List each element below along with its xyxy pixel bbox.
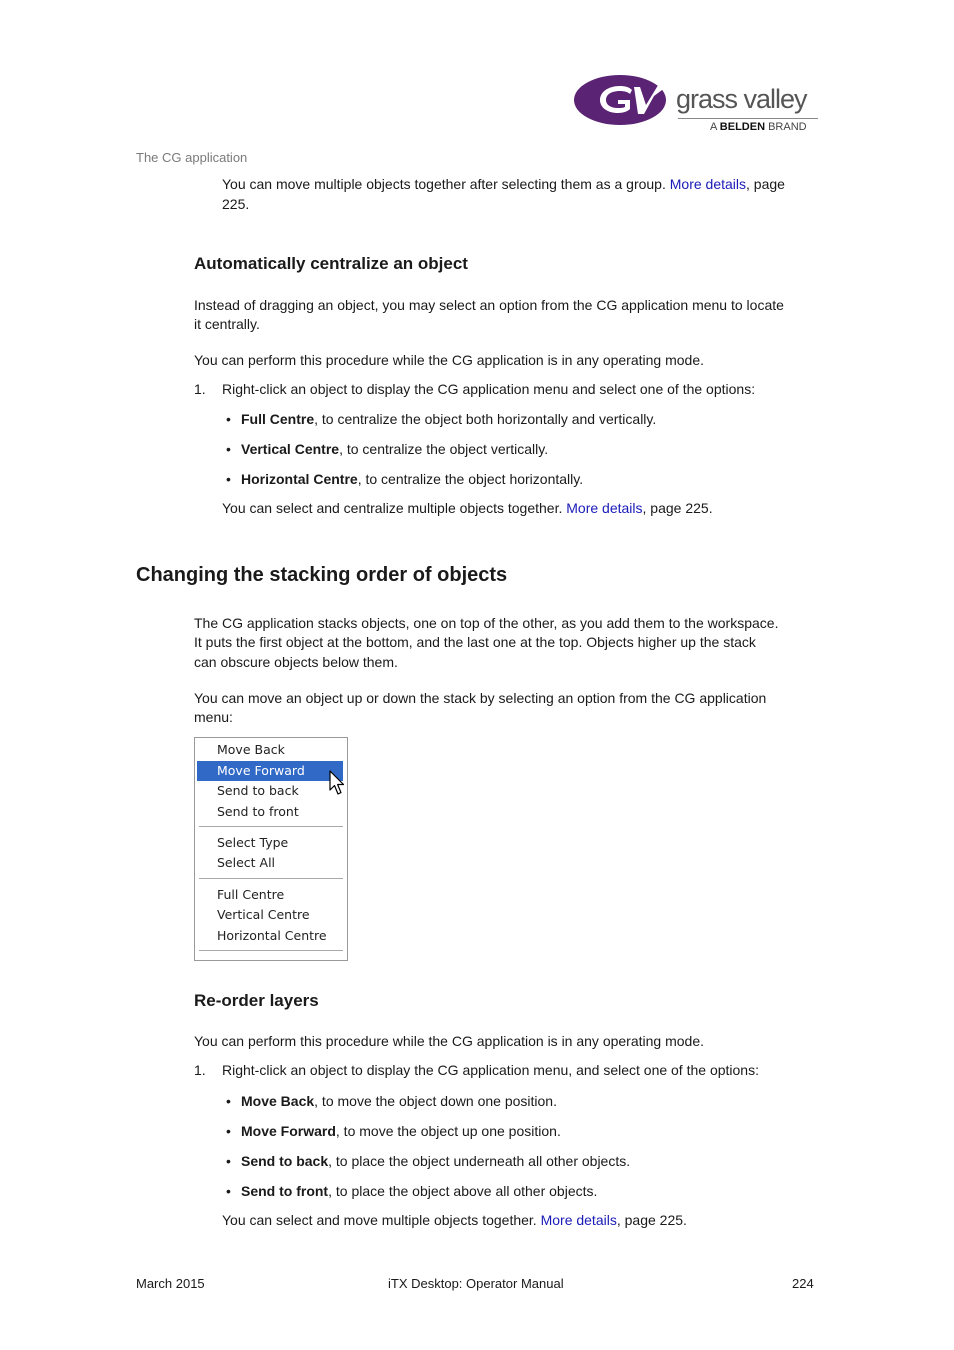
section1-step-number: 1. bbox=[194, 381, 206, 397]
menu-item-move-forward[interactable]: Move Forward bbox=[197, 761, 343, 781]
menu-item-vertical-centre[interactable]: Vertical Centre bbox=[217, 907, 310, 922]
mouse-pointer-icon bbox=[329, 770, 345, 796]
section2-para1-line1: The CG application stacks objects, one on top of the other, as you add them to the workspace. bbox=[194, 615, 779, 631]
bullet-desc: , to place the object underneath all other objects. bbox=[328, 1153, 631, 1169]
bullet-term: Horizontal Centre bbox=[241, 471, 358, 487]
section1-note-text: You can select and centralize multiple objects together. bbox=[222, 500, 563, 516]
logo-subline bbox=[710, 120, 807, 134]
footer-date: March 2015 bbox=[136, 1276, 205, 1291]
bullet-icon: • bbox=[226, 1093, 231, 1109]
logo-rule bbox=[678, 118, 818, 119]
section3-note-tail: , page 225. bbox=[616, 1212, 687, 1228]
bullet-term: Move Forward bbox=[241, 1123, 336, 1139]
section2-para2-line1: You can move an object up or down the stack by selecting an option from the CG application bbox=[194, 690, 767, 706]
cg-context-menu bbox=[194, 737, 348, 961]
bullet-icon: • bbox=[226, 1183, 231, 1199]
section1-more-details-link[interactable]: More details bbox=[566, 500, 643, 516]
menu-separator bbox=[199, 878, 343, 880]
menu-separator bbox=[199, 826, 343, 828]
bullet-desc: , to place the object above all other objects. bbox=[328, 1183, 598, 1199]
section1-step-text: Right-click an object to display the CG application menu and select one of the options: bbox=[222, 381, 756, 397]
section3-step-text: Right-click an object to display the CG application menu, and select one of the options: bbox=[222, 1062, 759, 1078]
menu-item-send-to-back[interactable]: Send to back bbox=[217, 783, 299, 798]
intro-text: You can move multiple objects together after selecting them as a group. bbox=[222, 176, 666, 192]
bullet-icon: • bbox=[226, 411, 231, 427]
menu-separator bbox=[199, 950, 343, 952]
gv-logo-mark-icon bbox=[574, 72, 678, 128]
section-heading-centralize: Automatically centralize an object bbox=[194, 254, 468, 273]
section3-more-details-link[interactable]: More details bbox=[540, 1212, 617, 1228]
section-heading-reorder-layers: Re-order layers bbox=[194, 991, 319, 1010]
menu-item-horizontal-centre[interactable]: Horizontal Centre bbox=[217, 928, 327, 943]
intro-line2: 225. bbox=[222, 196, 250, 212]
section1-note-tail: , page 225. bbox=[642, 500, 713, 516]
intro-line1 bbox=[222, 175, 785, 195]
bullet-icon: • bbox=[226, 1123, 231, 1139]
bullet-term: Send to back bbox=[241, 1153, 329, 1169]
logo-sub-belden: BELDEN bbox=[719, 121, 766, 133]
intro-more-details-link[interactable]: More details bbox=[669, 176, 747, 192]
intro-page: , page bbox=[746, 176, 785, 192]
section1-para1-line2: it centrally. bbox=[194, 316, 260, 332]
bullet-desc: , to centralize the object both horizontally and vertically. bbox=[314, 411, 657, 427]
bullet-term: Vertical Centre bbox=[241, 441, 340, 457]
logo-sub-brand: BRAND bbox=[768, 121, 807, 133]
running-title: The CG application bbox=[136, 150, 248, 165]
bullet-desc: , to move the object up one position. bbox=[335, 1123, 561, 1139]
bullet-desc: , to move the object down one position. bbox=[314, 1093, 557, 1109]
section2-para1-line2: It puts the first object at the bottom, and the last one at the top. Objects higher up the stack bbox=[194, 634, 756, 650]
bullet-icon: • bbox=[226, 1153, 231, 1169]
footer-page-number: 224 bbox=[792, 1276, 814, 1291]
section1-note bbox=[222, 499, 713, 519]
bullet-term: Full Centre bbox=[241, 411, 315, 427]
bullet-icon: • bbox=[226, 441, 231, 457]
section3-note-text: You can select and move multiple objects together. bbox=[222, 1212, 537, 1228]
grass-valley-logo bbox=[574, 72, 824, 134]
menu-item-select-type[interactable]: Select Type bbox=[217, 835, 289, 850]
section2-para1-line3: can obscure objects below them. bbox=[194, 654, 398, 670]
bullet-desc: , to centralize the object vertically. bbox=[339, 441, 549, 457]
section3-step-number: 1. bbox=[194, 1062, 206, 1078]
section3-note bbox=[222, 1211, 687, 1231]
menu-item-move-back[interactable]: Move Back bbox=[217, 742, 285, 757]
bullet-term: Move Back bbox=[241, 1093, 315, 1109]
footer-title: iTX Desktop: Operator Manual bbox=[388, 1276, 564, 1291]
bullet-desc: , to centralize the object horizontally. bbox=[357, 471, 584, 487]
section1-para1-line1: Instead of dragging an object, you may select an option from the CG application menu to locate bbox=[194, 297, 784, 313]
menu-item-select-all[interactable]: Select All bbox=[217, 855, 276, 870]
section1-para2: You can perform this procedure while the CG application is in any operating mode. bbox=[194, 352, 704, 368]
bullet-icon: • bbox=[226, 471, 231, 487]
section-heading-stacking-order: Changing the stacking order of objects bbox=[136, 564, 508, 586]
section2-para2-line2: menu: bbox=[194, 709, 233, 725]
logo-wordmark: grass valley bbox=[676, 84, 807, 114]
menu-item-full-centre[interactable]: Full Centre bbox=[217, 887, 285, 902]
logo-sub-a: A bbox=[710, 121, 717, 133]
bullet-term: Send to front bbox=[241, 1183, 329, 1199]
section3-para1: You can perform this procedure while the CG application is in any operating mode. bbox=[194, 1033, 704, 1049]
menu-item-send-to-front[interactable]: Send to front bbox=[217, 804, 299, 819]
